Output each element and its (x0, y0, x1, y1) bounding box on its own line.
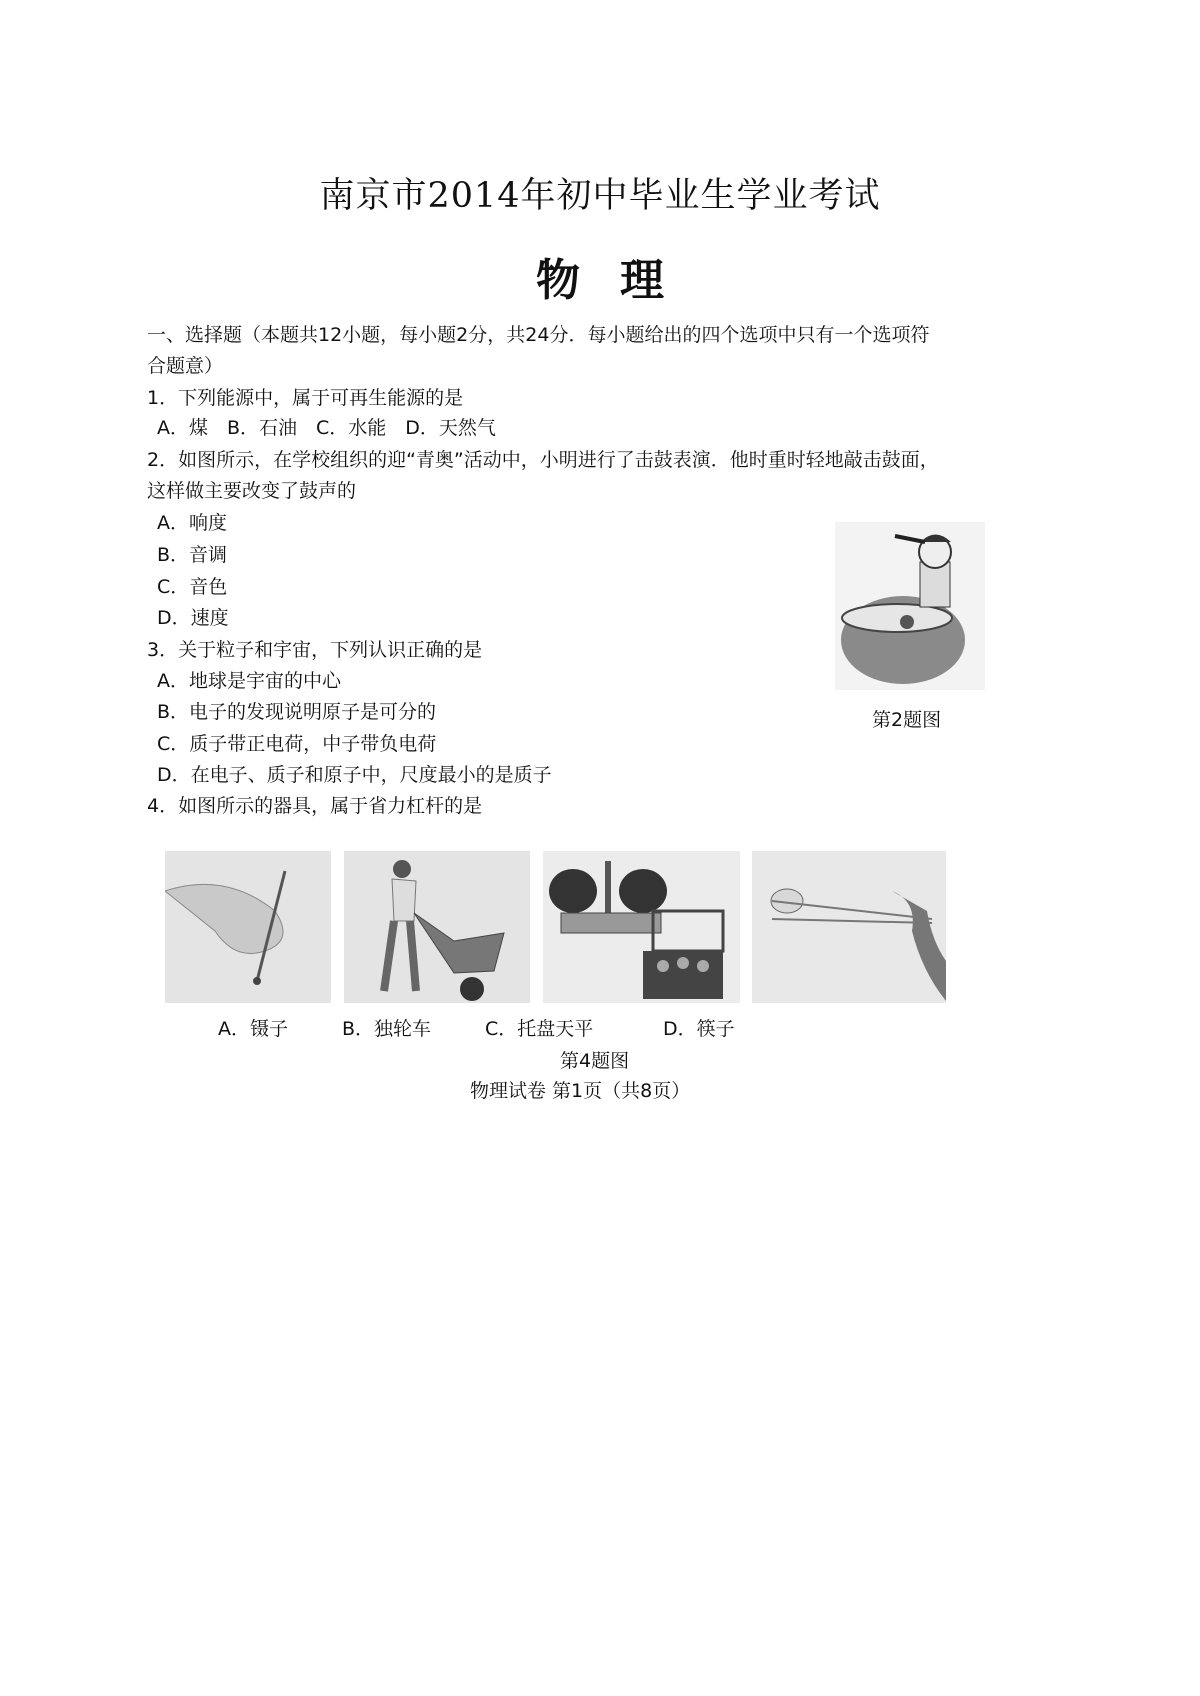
wheelbarrow-photo (344, 851, 530, 1003)
figure-label-c: C．托盘天平 (485, 1018, 594, 1040)
figure-label-d: D．筷子 (663, 1018, 735, 1040)
subject-title: 物理 (536, 255, 704, 306)
tweezers-hand-icon (165, 851, 331, 1003)
question-4-figure-caption: 第4题图 (560, 1050, 630, 1072)
question-2-stem-line2: 这样做主要改变了鼓声的 (147, 480, 357, 502)
question-2-option-a: A．响度 (157, 512, 227, 534)
question-3-option-a: A．地球是宇宙的中心 (157, 670, 341, 692)
chopsticks-hand-icon (752, 851, 946, 1003)
drum-figure (835, 522, 985, 690)
figure-label-a: A．镊子 (218, 1018, 288, 1040)
question-3-stem: 3．关于粒子和宇宙，下列认识正确的是 (147, 639, 483, 661)
question-2-figure-caption: 第2题图 (872, 709, 942, 731)
wheelbarrow-man-icon (344, 851, 530, 1003)
question-2-option-b: B．音调 (157, 544, 228, 566)
question-3-option-d: D．在电子、质子和原子中，尺度最小的是质子 (157, 764, 552, 786)
figure-label-b: B．独轮车 (342, 1018, 432, 1040)
chopsticks-photo (752, 851, 946, 1003)
question-3-option-c: C．质子带正电荷，中子带负电荷 (157, 733, 437, 755)
question-1-options: A．煤 B．石油 C．水能 D．天然气 (157, 417, 496, 439)
tweezers-photo (165, 851, 331, 1003)
section-heading-line2: 合题意） (147, 355, 224, 377)
question-1-stem: 1．下列能源中，属于可再生能源的是 (147, 387, 464, 409)
question-2-option-d: D．速度 (157, 607, 229, 629)
question-4-stem: 4．如图所示的器具，属于省力杠杆的是 (147, 795, 483, 817)
page-footer: 物理试卷 第1页（共8页） (470, 1080, 691, 1102)
balance-scale-photo (543, 851, 740, 1003)
section-heading-line1: 一、选择题（本题共12小题，每小题2分，共24分．每小题给出的四个选项中只有一个选项符 (147, 324, 930, 346)
question-2-option-c: C．音色 (157, 576, 228, 598)
drummer-illustration-icon (835, 522, 985, 690)
question-3-option-b: B．电子的发现说明原子是可分的 (157, 701, 437, 723)
question-2-stem-line1: 2．如图所示，在学校组织的迎“青奥”活动中，小明进行了击鼓表演．他时重时轻地敲击鼓面， (147, 449, 939, 471)
balance-scale-icon (543, 851, 740, 1003)
exam-title: 南京市2014年初中毕业生学业考试 (319, 176, 881, 216)
